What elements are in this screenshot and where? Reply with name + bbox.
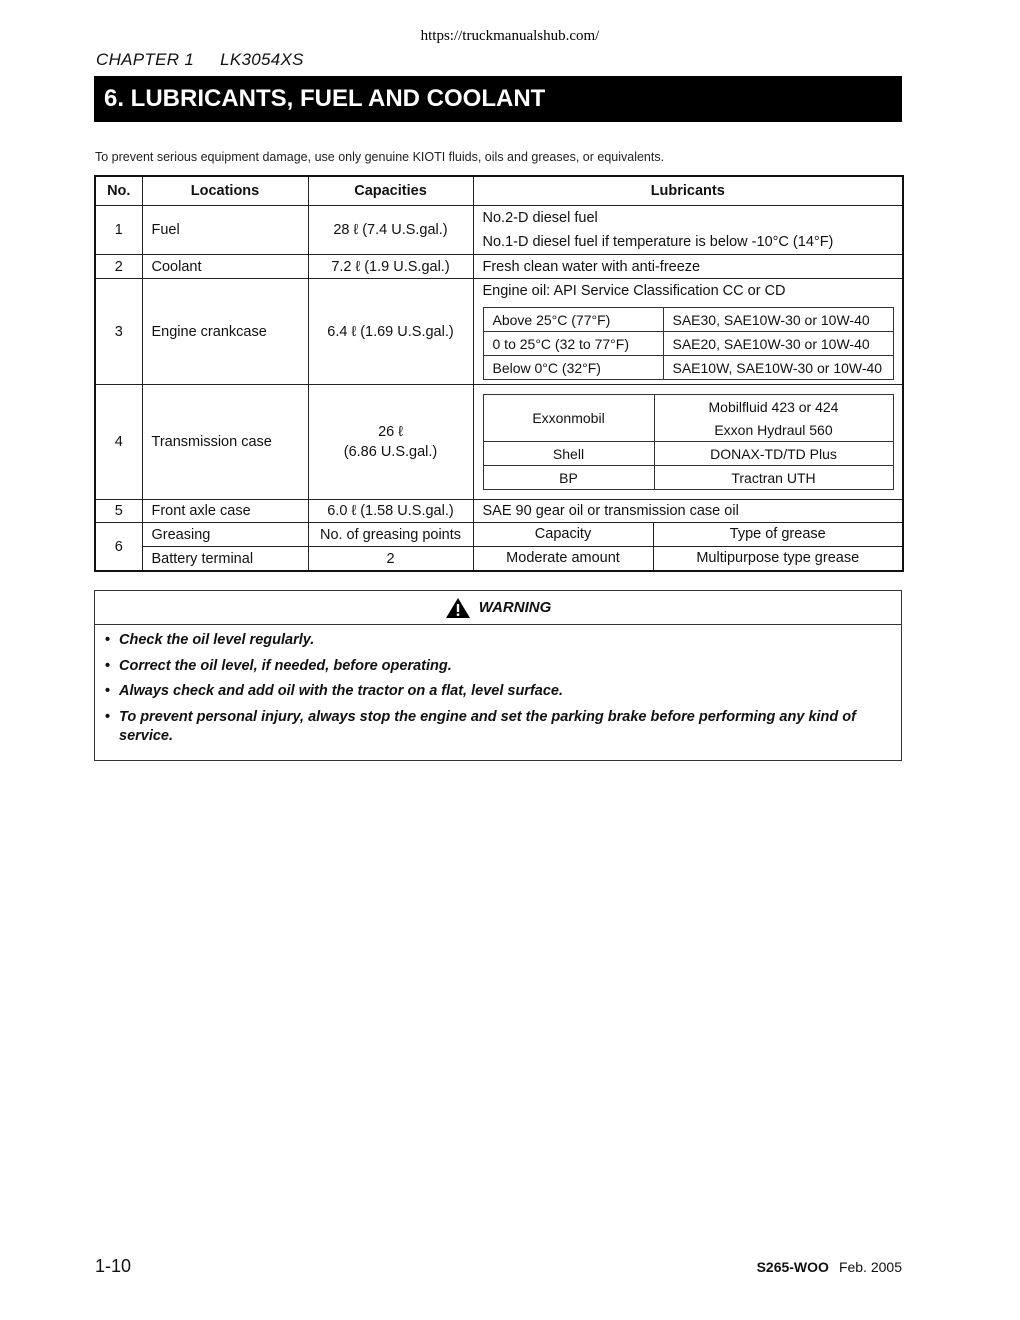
row-no: 1 xyxy=(95,206,142,255)
warning-item-text: Correct the oil level, if needed, before operating. xyxy=(119,657,452,674)
row-lubricants xyxy=(473,206,903,255)
row-lubricants xyxy=(473,385,903,500)
oil-grade: SAE10W, SAE10W-30 or 10W-40 xyxy=(663,356,893,380)
row-location: Coolant xyxy=(142,255,308,279)
document-code: S265-WOO xyxy=(756,1259,829,1275)
row-capacity xyxy=(308,385,473,500)
brand-row xyxy=(483,466,893,490)
grease-amount-header: Capacity xyxy=(474,523,654,546)
table-row xyxy=(95,500,903,523)
row-no: 6 xyxy=(95,523,142,572)
row-lubricants: Fresh clean water with anti-freeze xyxy=(473,255,903,279)
footer-info xyxy=(757,1259,902,1275)
row-lubricants xyxy=(473,279,903,385)
row-location: Transmission case xyxy=(142,385,308,500)
brand-table xyxy=(483,394,894,490)
temperature-range: Below 0°C (32°F) xyxy=(483,356,663,380)
oil-grade-row xyxy=(483,332,893,356)
warning-list xyxy=(95,625,901,760)
grease-amount: Moderate amount xyxy=(474,547,654,570)
lubricant-line: No.1-D diesel fuel if temperature is below -10°C (14°F) xyxy=(482,234,834,250)
row-lubricants xyxy=(473,547,903,572)
oil-grade-row xyxy=(483,356,893,380)
warning-title: WARNING xyxy=(478,599,552,616)
table-row xyxy=(95,385,903,500)
brand-product: DONAX-TD/TD Plus xyxy=(654,442,893,466)
brand-product: Mobilfluid 423 or 424 xyxy=(654,395,893,419)
grease-type-header: Type of grease xyxy=(729,526,826,542)
row-capacity: No. of greasing points xyxy=(308,523,473,547)
warning-box xyxy=(94,590,902,761)
chapter-label: CHAPTER 1 xyxy=(96,50,195,69)
section-title: 6. LUBRICANTS, FUEL AND COOLANT xyxy=(94,76,902,122)
lubricants-table xyxy=(94,175,904,572)
row-lubricants xyxy=(473,523,903,547)
warning-triangle-icon xyxy=(445,597,471,619)
warning-item: • Correct the oil level, if needed, before operating. xyxy=(105,657,452,674)
chapter-heading xyxy=(96,50,304,70)
row-location: Battery terminal xyxy=(142,547,308,572)
warning-item-text: Check the oil level regularly. xyxy=(119,632,315,648)
intro-text: To prevent serious equipment damage, use only genuine KIOTI fluids, oils and greases, or equivalents. xyxy=(95,150,665,164)
table-row xyxy=(95,523,903,547)
col-header-capacities: Capacities xyxy=(308,176,473,206)
table-header-row xyxy=(95,176,903,206)
warning-item-text: To prevent personal injury, always stop the engine and set the parking brake before performing any kind of service. xyxy=(119,708,856,744)
row-location: Engine crankcase xyxy=(142,279,308,385)
row-capacity: 7.2 ℓ (1.9 U.S.gal.) xyxy=(308,255,473,279)
warning-header xyxy=(95,591,901,625)
brand-row xyxy=(483,395,893,419)
model-label: LK3054XS xyxy=(220,50,304,69)
row-capacity: 28 ℓ (7.4 U.S.gal.) xyxy=(308,206,473,255)
oil-grade-table xyxy=(483,307,894,380)
table-row xyxy=(95,206,903,255)
lubricant-line: No.2-D diesel fuel xyxy=(482,210,598,226)
temperature-range: Above 25°C (77°F) xyxy=(483,308,663,332)
row-lubricants: SAE 90 gear oil or transmission case oil xyxy=(473,500,903,523)
row-location: Greasing xyxy=(142,523,308,547)
warning-item: • Always check and add oil with the tractor on a flat, level surface. xyxy=(105,683,563,699)
row-capacity: 6.4 ℓ (1.69 U.S.gal.) xyxy=(308,279,473,385)
source-url: https://truckmanualshub.com/ xyxy=(420,28,600,44)
row-no: 2 xyxy=(95,255,142,279)
oil-grade-row xyxy=(483,308,893,332)
row-location: Front axle case xyxy=(142,500,308,523)
brand-product: Tractran UTH xyxy=(654,466,893,490)
warning-item: • Check the oil level regularly. xyxy=(105,632,315,648)
brand-name: BP xyxy=(483,466,654,490)
row-location: Fuel xyxy=(142,206,308,255)
page-number: 1-10 xyxy=(95,1256,132,1276)
row-no: 4 xyxy=(95,385,142,500)
oil-grade: SAE20, SAE10W-30 or 10W-40 xyxy=(663,332,893,356)
capacity-line: 26 ℓ xyxy=(378,424,403,440)
publish-date: Feb. 2005 xyxy=(838,1259,902,1275)
brand-name: Exxonmobil xyxy=(483,395,654,442)
col-header-no: No. xyxy=(95,176,142,206)
brand-row xyxy=(483,442,893,466)
temperature-range: 0 to 25°C (32 to 77°F) xyxy=(483,332,663,356)
table-row xyxy=(95,279,903,385)
warning-item: • To prevent personal injury, always stop the engine and set the parking brake before performing any kind of service. xyxy=(105,708,893,746)
brand-product: Exxon Hydraul 560 xyxy=(654,418,893,442)
col-header-locations: Locations xyxy=(142,176,308,206)
table-row xyxy=(95,547,903,572)
grease-type: Multipurpose type grease xyxy=(696,550,860,566)
row-no: 3 xyxy=(95,279,142,385)
row-no: 5 xyxy=(95,500,142,523)
lubricant-line: Engine oil: API Service Classification CC or CD xyxy=(482,283,786,299)
table-row xyxy=(95,255,903,279)
row-capacity: 2 xyxy=(308,547,473,572)
brand-name: Shell xyxy=(483,442,654,466)
warning-item-text: Always check and add oil with the tractor on a flat, level surface. xyxy=(119,683,563,699)
col-header-lubricants: Lubricants xyxy=(473,176,903,206)
capacity-line: (6.86 U.S.gal.) xyxy=(343,444,438,460)
oil-grade: SAE30, SAE10W-30 or 10W-40 xyxy=(663,308,893,332)
row-capacity: 6.0 ℓ (1.58 U.S.gal.) xyxy=(308,500,473,523)
